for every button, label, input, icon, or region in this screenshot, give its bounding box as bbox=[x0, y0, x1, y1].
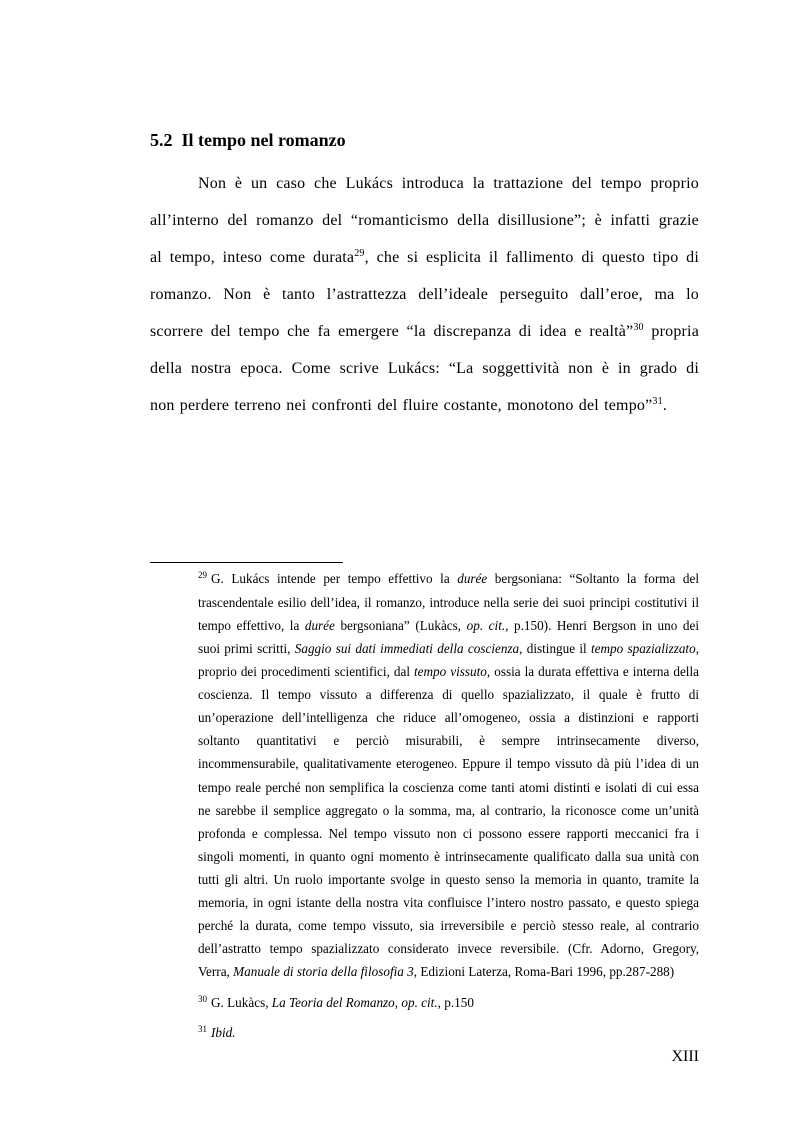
footnote-line: soltanto quantitativi e perciò misurabili, è sempre intrinsecamente diverso, bbox=[198, 733, 699, 748]
italic-span: durée bbox=[457, 571, 488, 586]
text-span: tempo effettivo, la bbox=[198, 618, 305, 633]
paragraph-line: della nostra epoca. Come scrive Lukács: “La soggettività non è in grado di bbox=[150, 360, 699, 377]
text-span: , ossia la durata effettiva e interna della bbox=[486, 664, 699, 679]
italic-span: durée bbox=[304, 618, 335, 633]
section-title: Il tempo nel romanzo bbox=[181, 130, 346, 150]
paragraph-line: Non è un caso che Lukács introduca la trattazione del tempo proprio bbox=[198, 175, 699, 192]
footnote-line bbox=[198, 664, 699, 680]
footnote-line: dell’astratto tempo spazializzato considerato invece reversibile. (Cfr. Adorno, Gregory, bbox=[198, 941, 699, 956]
text-span: , bbox=[695, 641, 699, 656]
text-span: , Edizioni Laterza, Roma-Bari 1996, pp.287-288) bbox=[413, 964, 675, 979]
section-heading bbox=[150, 130, 346, 151]
text-span: bergsoniana” (Lukàcs, bbox=[334, 618, 467, 633]
footnote-line bbox=[198, 995, 699, 1011]
footnote-line: un’operazione dell’intelligenza che riduce all’omogeneo, ossia a distinzioni e rapporti bbox=[198, 710, 699, 725]
text-span: , bbox=[394, 995, 402, 1010]
text-span: scorrere del tempo che fa emergere “la discrepanza di idea e realtà” bbox=[150, 323, 634, 340]
italic-span: op. cit., bbox=[466, 618, 509, 633]
text-span: Verra, bbox=[198, 964, 234, 979]
footnote-separator bbox=[150, 562, 343, 563]
italic-span: tempo vissuto bbox=[414, 664, 487, 679]
italic-span: Saggio sui dati immediati della coscienza bbox=[294, 641, 520, 656]
text-span: . bbox=[662, 397, 668, 414]
italic-span: op. cit. bbox=[401, 995, 438, 1010]
footnote-ref-29[interactable]: 29 bbox=[354, 248, 365, 259]
footnote-line: tempo reale perché non semplifica la coscienza come tanti atomi distinti e isolati di cui essa bbox=[198, 780, 699, 795]
text-span: , distingue il bbox=[519, 641, 592, 656]
italic-span: Ibid. bbox=[211, 1025, 236, 1040]
text-span: propria bbox=[643, 323, 699, 340]
footnote-number: 30 bbox=[198, 994, 207, 1004]
italic-span: tempo spazializzato bbox=[591, 641, 696, 656]
text-span: suoi primi scritti, bbox=[198, 641, 295, 656]
page-number: XIII bbox=[671, 1048, 699, 1065]
footnote-line: ne sarebbe il semplice aggregato o la somma, ma, al contrario, la riconosce come un’unità bbox=[198, 803, 699, 818]
footnote-ref-30[interactable]: 30 bbox=[633, 322, 644, 333]
section-number: 5.2 bbox=[150, 130, 173, 150]
footnote-ref-31[interactable]: 31 bbox=[652, 396, 663, 407]
paragraph-line: romanzo. Non è tanto l’astrattezza dell’ideale perseguito dall’eroe, ma lo bbox=[150, 286, 699, 303]
paragraph-line bbox=[150, 249, 699, 267]
paragraph-line bbox=[150, 397, 699, 415]
text-span: G. Lukács intende per tempo effettivo la bbox=[211, 571, 458, 586]
footnote-line bbox=[198, 964, 699, 980]
text-span: non perdere terreno nei confronti del fluire costante, monotono del tempo” bbox=[150, 397, 653, 414]
text-span: bergsoniana: “Soltanto la forma del bbox=[487, 571, 699, 586]
italic-span: Manuale di storia della filosofia 3 bbox=[233, 964, 414, 979]
footnote-line: perché la durata, come tempo vissuto, sia irreversibile e perciò stesso reale, al contrario bbox=[198, 918, 699, 933]
footnote-number: 31 bbox=[198, 1024, 207, 1034]
footnote-line: incommensurabile, qualitativamente eterogeneo. Eppure il tempo vissuto dà più l’idea di un bbox=[198, 756, 699, 771]
footnote-line: singoli momenti, in quanto ogni momento è intrinsecamente qualificato dalla sua unità con bbox=[198, 849, 699, 864]
paragraph-line: all’interno del romanzo del “romanticismo della disillusione”; è infatti grazie bbox=[150, 212, 699, 229]
footnote-line: coscienza. Il tempo vissuto a differenza di quello spazializzato, il quale è frutto di bbox=[198, 687, 699, 702]
paragraph-line bbox=[150, 323, 699, 341]
footnote-line: trascendentale esilio dell’idea, il romanzo, introduce nella serie dei suoi principi costitutivi il bbox=[198, 595, 699, 610]
footnote-line: tutti gli altri. Un ruolo importante svolge in questo senso la memoria in quanto, tramite la bbox=[198, 872, 699, 887]
footnote-line: profonda e complessa. Nel tempo vissuto non ci possono essere rapporti meccanici fra i bbox=[198, 826, 699, 841]
footnote-line bbox=[198, 1025, 699, 1041]
text-span: G. Lukàcs, bbox=[211, 995, 272, 1010]
footnote-line bbox=[198, 618, 699, 634]
text-span: proprio dei procedimenti scientifici, dal bbox=[198, 664, 415, 679]
text-span: p.150). Henri Bergson in uno dei bbox=[508, 618, 699, 633]
footnote-line: memoria, in ogni istante della nostra vita confluisce l’intero nostro passato, e questo spiega bbox=[198, 895, 699, 910]
text-span: , che si esplicita il fallimento di questo tipo di bbox=[364, 249, 700, 266]
footnote-line bbox=[198, 641, 699, 657]
text-span: al tempo, inteso come durata bbox=[150, 249, 355, 266]
footnote-number: 29 bbox=[198, 570, 207, 580]
footnote-line bbox=[198, 571, 699, 587]
text-span: , p.150 bbox=[437, 995, 474, 1010]
italic-span: La Teoria del Romanzo bbox=[271, 995, 395, 1010]
